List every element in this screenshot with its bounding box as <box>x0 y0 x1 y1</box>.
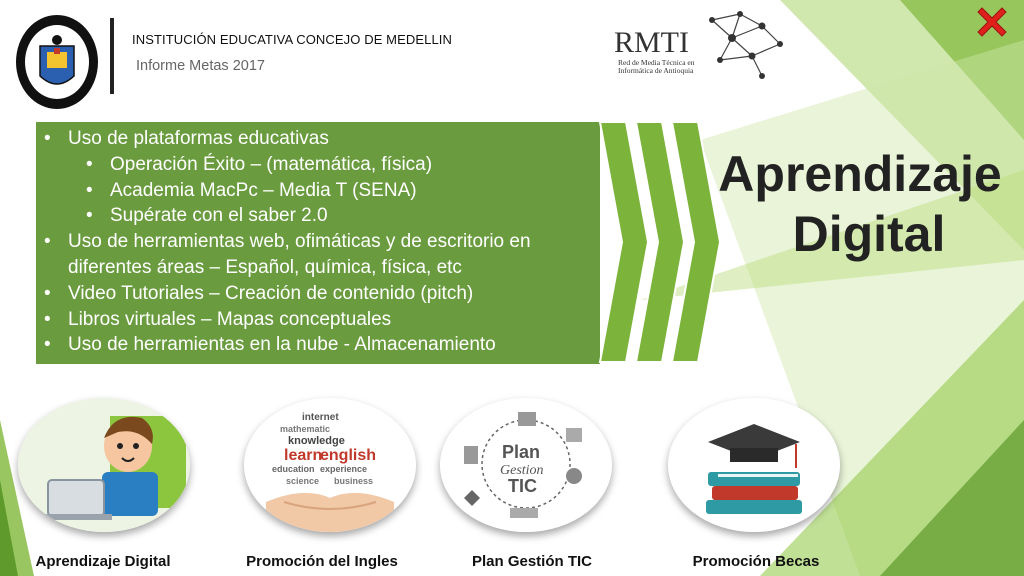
title-line-2: Digital <box>792 206 946 262</box>
list-item: • Uso de herramientas web, ofimáticas y de escritorio en <box>36 229 600 255</box>
rmti-logo-name: RMTI <box>614 26 689 59</box>
nav-aprendizaje-digital[interactable] <box>18 398 190 532</box>
institution-name: INSTITUCIÓN EDUCATIVA CONCEJO DE MEDELLIN <box>132 32 452 47</box>
student-laptop-icon <box>18 398 190 532</box>
tic-text: TIC <box>508 476 537 496</box>
list-item: • Supérate con el saber 2.0 <box>36 203 600 229</box>
word-knowledge: knowledge <box>288 435 345 447</box>
bullet-list <box>36 126 600 358</box>
word-science: science <box>286 476 320 486</box>
graduation-cap-books-icon <box>668 398 840 532</box>
word-english: english <box>320 447 377 464</box>
school-crest-icon <box>14 12 100 112</box>
close-x-icon <box>974 4 1010 40</box>
close-button[interactable] <box>974 4 1010 40</box>
nav-promocion-ingles[interactable] <box>244 398 416 532</box>
caption-promocion-becas[interactable]: Promoción Becas <box>692 553 820 570</box>
nav-promocion-becas[interactable] <box>668 398 840 532</box>
word-business: business <box>334 476 374 486</box>
list-item: • Libros virtuales – Mapas conceptuales <box>36 307 600 333</box>
content-panel <box>36 122 600 364</box>
list-item: • Operación Éxito – (matemática, física) <box>36 152 600 178</box>
page-title <box>700 144 1020 264</box>
nav-plan-gestion-tic[interactable] <box>440 398 612 532</box>
word-mathematic: mathematic <box>280 424 331 434</box>
caption-promocion-ingles[interactable]: Promoción del Ingles <box>246 553 398 570</box>
report-subtitle: Informe Metas 2017 <box>136 58 265 74</box>
school-logo <box>14 12 100 112</box>
word-internet: internet <box>302 412 339 423</box>
rmti-tagline-2: Informática de Antioquia <box>618 66 694 75</box>
list-item: diferentes áreas – Español, química, física, etc <box>68 256 462 278</box>
title-line-1: Aprendizaje <box>718 146 1002 202</box>
header-divider <box>110 18 114 94</box>
list-item: • Uso de herramientas en la nube - Almacenamiento <box>36 332 600 358</box>
rmti-network-icon <box>612 8 792 86</box>
gestion-text: Gestion <box>500 463 544 478</box>
word-learn: learn <box>284 447 323 464</box>
rmti-tagline-1: Red de Media Técnica en <box>618 58 695 67</box>
learn-english-hands-icon <box>244 398 416 532</box>
list-item: • Academia MacPc – Media T (SENA) <box>36 178 600 204</box>
rmti-logo <box>612 8 792 86</box>
plan-text: Plan <box>502 442 541 462</box>
caption-plan-gestion-tic[interactable]: Plan Gestión TIC <box>471 553 592 570</box>
list-item: • Video Tutoriales – Creación de contenido (pitch) <box>36 281 600 307</box>
caption-aprendizaje-digital[interactable]: Aprendizaje Digital <box>35 553 171 570</box>
word-experience: experience <box>320 464 368 474</box>
list-item: • Uso de plataformas educativas <box>36 126 600 152</box>
plan-gestion-tic-icon <box>440 398 612 532</box>
word-education: education <box>272 464 315 474</box>
